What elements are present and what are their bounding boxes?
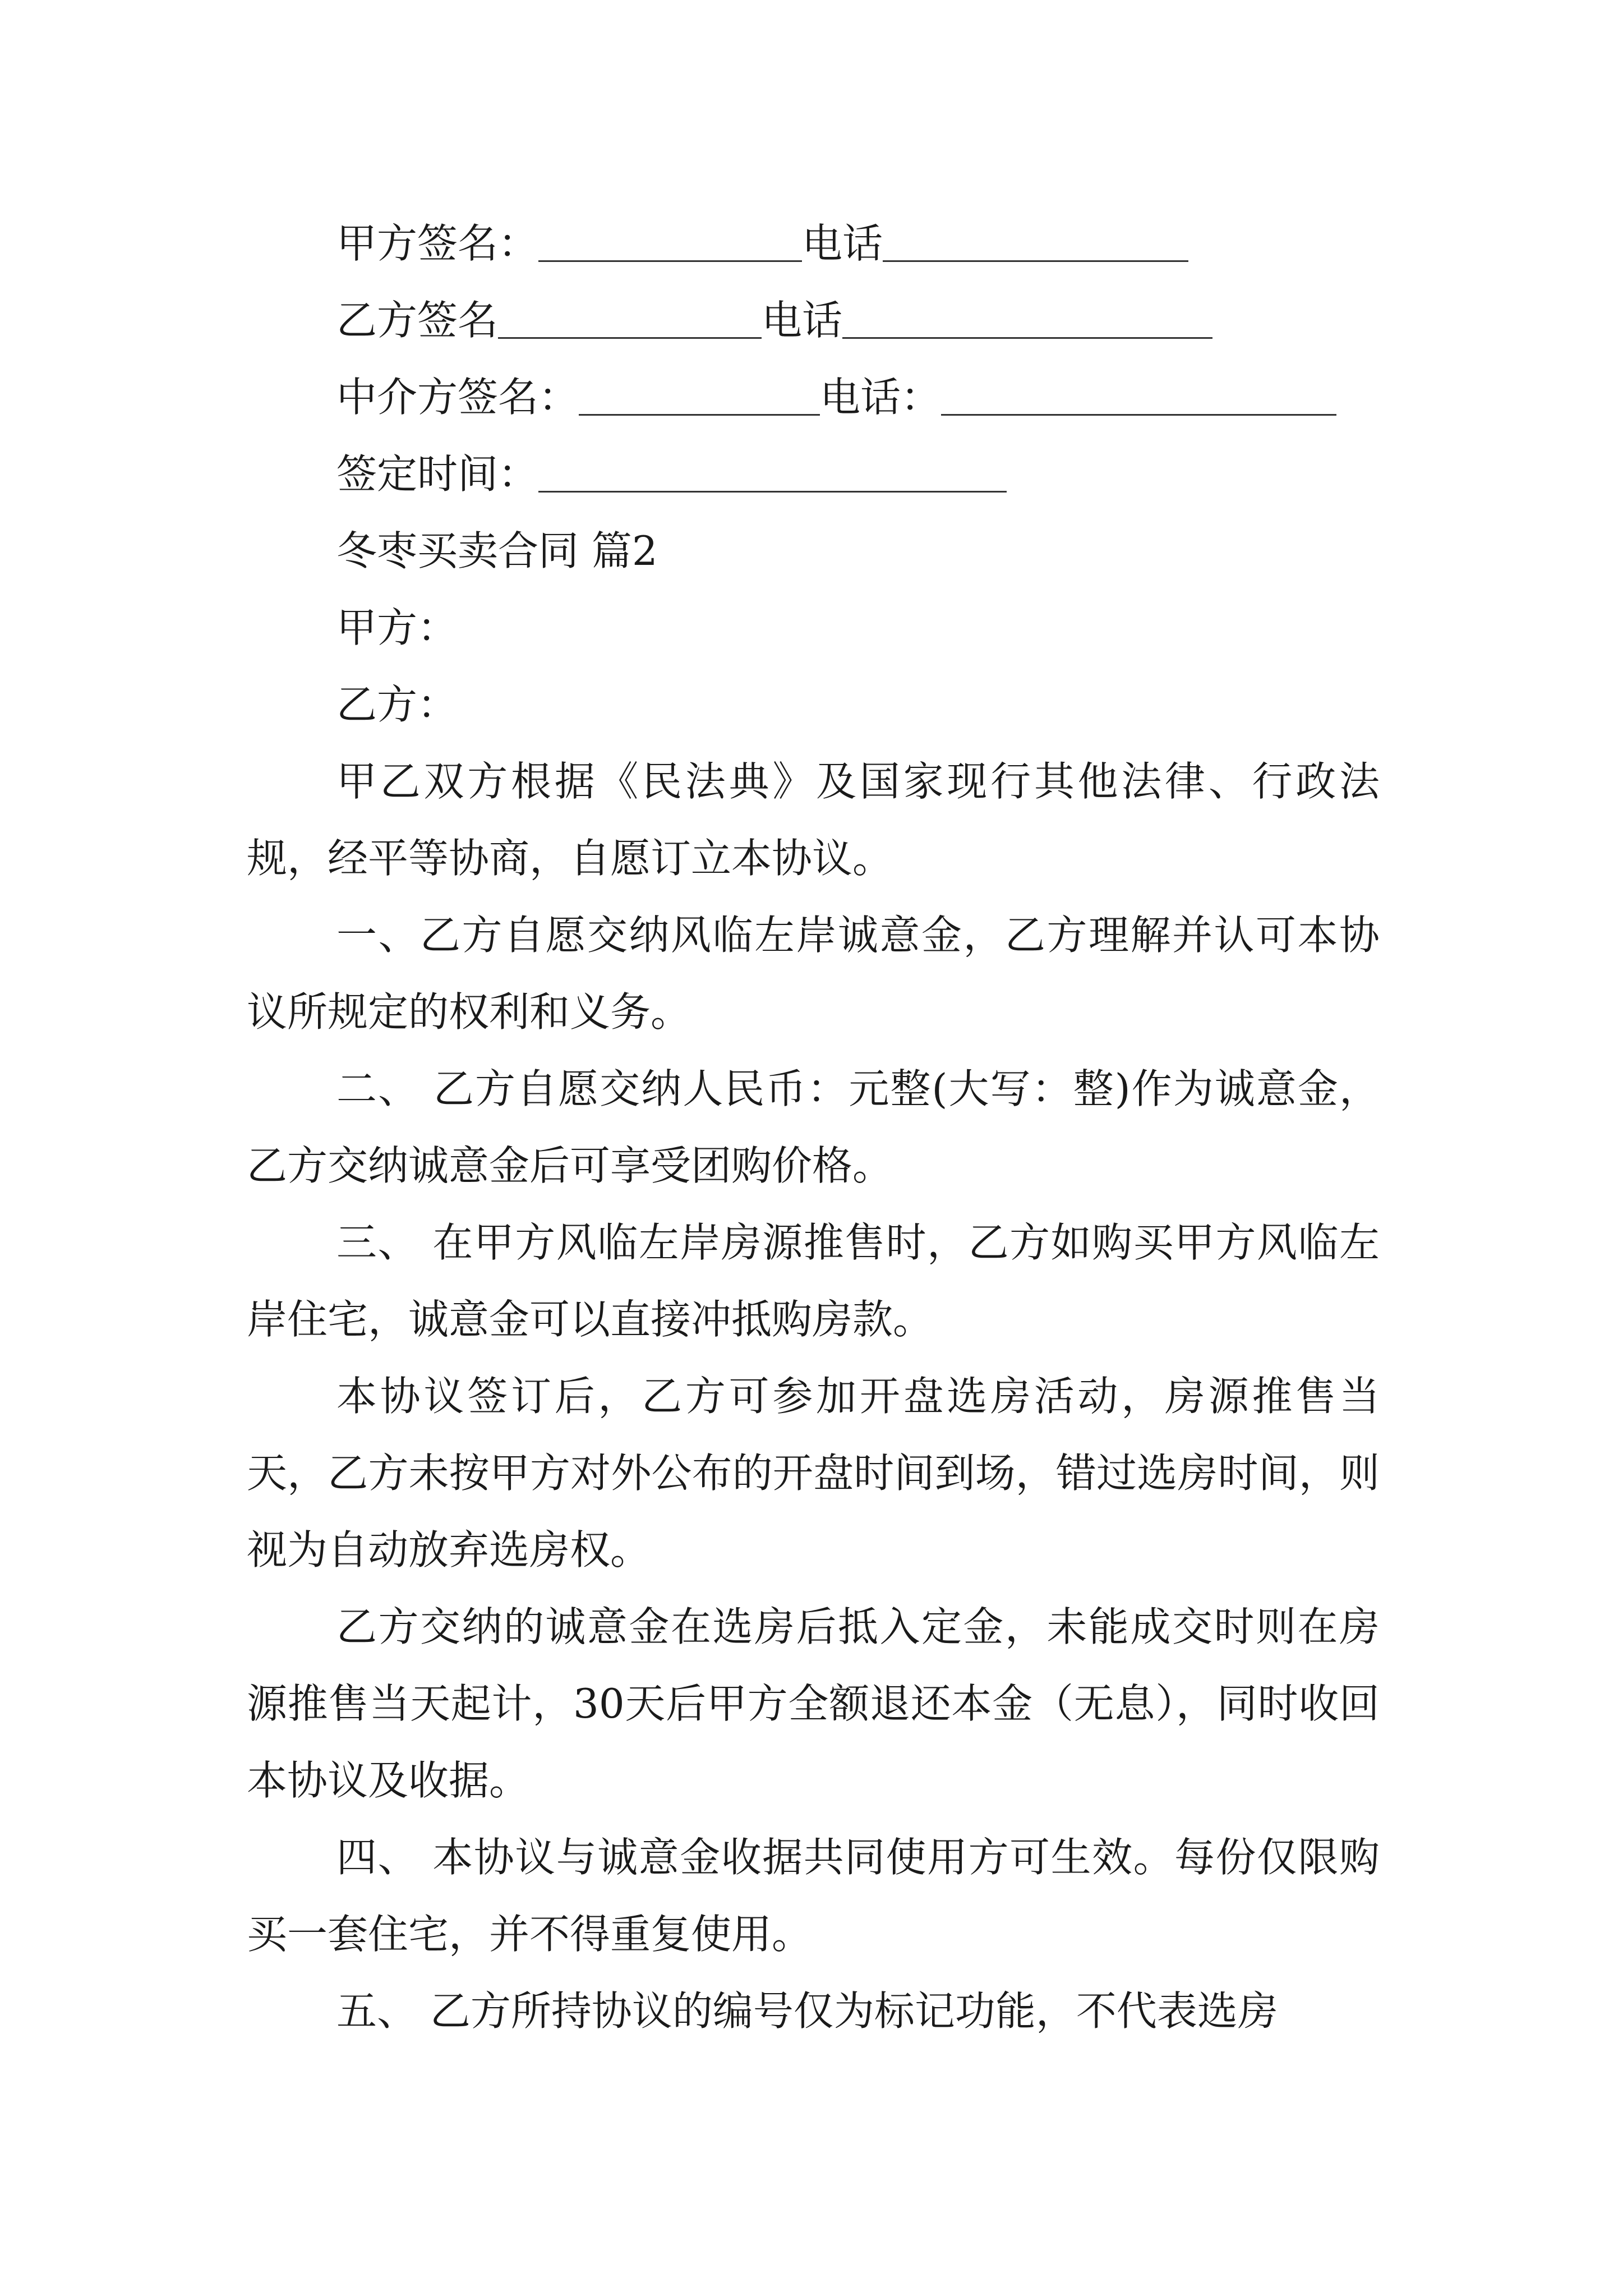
party-a-label: 甲方： <box>336 604 458 651</box>
agent-phone-label: 电话： <box>820 374 942 421</box>
paragraph-clause-2: 二、 乙方自愿交纳人民币：元整(大写：整)作为诚意金，乙方交纳诚意金后可享受团购价格。 <box>247 1065 1380 1189</box>
paragraph-selection: 本协议签订后，乙方可参加开盘选房活动，房源推售当天，乙方未按甲方对外公布的开盘时间到场，错过选房时间，则视为自动放弃选房权。 <box>247 1373 1380 1573</box>
agent-signature-label: 中介方签名： <box>336 374 579 421</box>
section-title: 冬枣买卖合同 篇2 <box>336 527 658 574</box>
agent-signature-blank <box>579 380 820 416</box>
paragraph-clause-1: 一、乙方自愿交纳风临左岸诚意金，乙方理解并认可本协议所规定的权利和义务。 <box>247 912 1380 1036</box>
paragraph-intro: 甲乙双方根据《民法典》及国家现行其他法律、行政法规，经平等协商，自愿订立本协议。 <box>247 758 1380 882</box>
party-b-label: 乙方： <box>336 681 458 728</box>
signing-date-line <box>336 450 1007 498</box>
party-a-phone-blank <box>883 227 1188 262</box>
signing-date-blank <box>538 457 1007 493</box>
party-b-phone-blank <box>842 303 1212 339</box>
party-a-phone-label: 电话 <box>802 220 883 267</box>
party-b-phone-label: 电话 <box>762 297 843 344</box>
party-a-signature-line <box>336 220 1188 267</box>
party-b-signature-line <box>336 297 1212 344</box>
paragraph-clause-3: 三、 在甲方风临左岸房源推售时，乙方如购买甲方风临左岸住宅，诚意金可以直接冲抵购房款。 <box>247 1219 1380 1343</box>
party-b-signature-blank <box>498 303 762 339</box>
agent-phone-blank <box>941 380 1336 416</box>
party-a-signature-blank <box>538 227 802 262</box>
party-a-signature-label: 甲方签名： <box>336 220 539 267</box>
agent-signature-line <box>336 374 1336 421</box>
signing-date-label: 签定时间： <box>336 450 539 498</box>
paragraph-refund: 乙方交纳的诚意金在选房后抵入定金，未能成交时则在房源推售当天起计，30天后甲方全额退还本金（无息），同时收回本协议及收据。 <box>247 1603 1380 1804</box>
party-b-signature-label: 乙方签名 <box>336 297 499 344</box>
paragraph-clause-4: 四、 本协议与诚意金收据共同使用方可生效。每份仅限购买一套住宅，并不得重复使用。 <box>247 1834 1380 1958</box>
paragraph-clause-5: 五、 乙方所持协议的编号仅为标记功能，不代表选房 <box>336 1987 1278 2035</box>
